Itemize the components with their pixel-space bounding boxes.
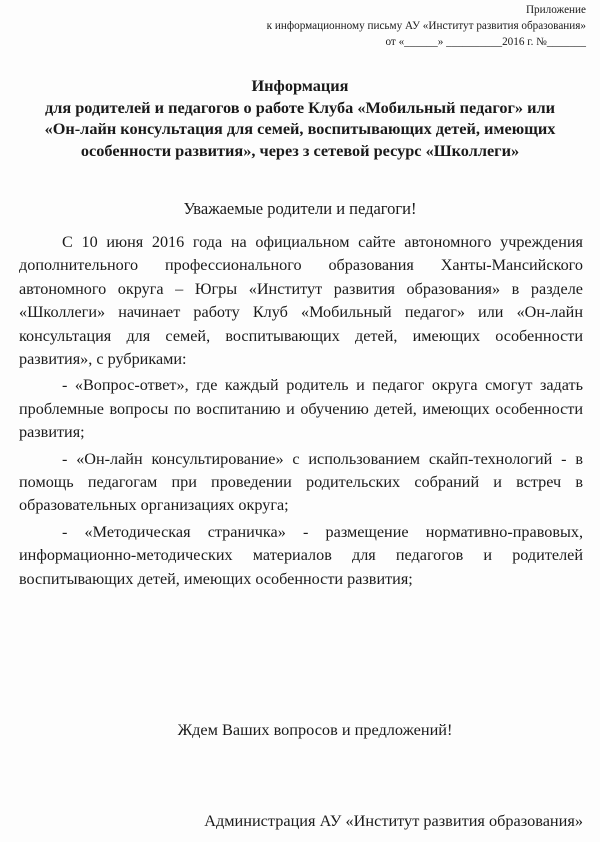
appendix-date-number: от «______» __________2016 г. №_______ <box>385 36 586 48</box>
title-line-3: «Он-лайн консультация для семей, воспитывающих детей, имеющих <box>44 119 556 138</box>
appendix-reference: к информационному письму АУ «Институт развития образования» <box>266 20 586 32</box>
document-body <box>19 231 583 591</box>
closing-line: Ждем Ваших вопросов и предложений! <box>177 720 453 739</box>
document-title <box>20 75 580 161</box>
rubric-methodical-page: - «Методическая страничка» - размещение нормативно-правовых, информационно-методических материалов для педагогов и родителей воспитывающих детей, имеющих особенности развития; <box>19 522 583 588</box>
appendix-label: Приложение <box>525 4 586 16</box>
title-line-1: Информация <box>251 76 349 95</box>
rubric-online-consulting: - «Он-лайн консультирование» с использованием скайп-технологий - в помощь педагогам при проведении родительских собраний и встреч в образовательных организациях округа; <box>19 449 583 515</box>
appendix-header <box>226 2 586 50</box>
rubric-question-answer: - «Вопрос-ответ», где каждый родитель и педагог округа смогут задать проблемные вопросы по воспитанию и обучению детей, имеющих особенности развития; <box>19 376 583 442</box>
intro-paragraph: С 10 июня 2016 года на официальном сайте автономного учреждения дополнительного профессионального образования Ханты-Мансийского автономного округа – Югры «Институт развития образования» в разделе «Школлеги» начинает работу Клуб «Мобильный педагог» или «Он-лайн консультация для семей, воспитывающих детей, имеющих особенности развития», с рубриками: <box>19 233 583 369</box>
signature: Администрация АУ «Институт развития образования» <box>204 811 583 830</box>
title-line-4: особенности развития», через з сетевой ресурс «Школлеги» <box>80 140 520 160</box>
greeting: Уважаемые родители и педагоги! <box>183 199 417 218</box>
title-line-2: для родителей и педагогов о работе Клуба «Мобильный педагог» или <box>45 97 555 117</box>
